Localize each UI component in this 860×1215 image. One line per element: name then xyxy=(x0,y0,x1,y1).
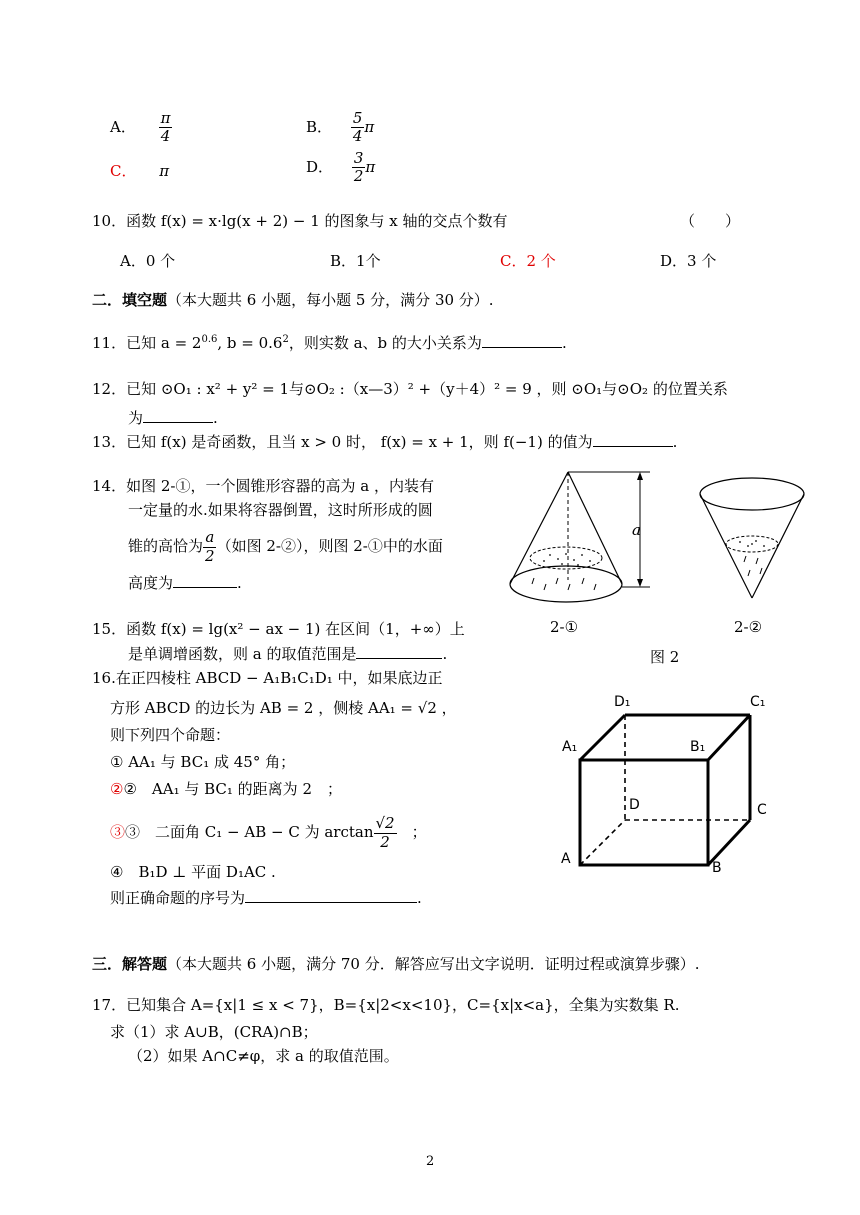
q13: 13．已知 f(x) 是奇函数，且当 x > 0 时， f(x) = x + 1，则 f(−1) 的值为 . xyxy=(92,433,678,451)
q11: 11．已知 $a = 2^{0.6}$, $b = 0.6^2$，则实数 a、b 的大小关系为 . xyxy=(92,334,567,352)
q17-line1: 17．已知集合 A={x|1 ≤ x < 7}，B={x|2<x<10}，C={x|x<a}，全集为实数集 R. xyxy=(92,996,680,1014)
q14-line3: 锥的高恰为 $\frac{a}{2}$ （如图 2-②），则图 2-①中的水面 xyxy=(128,528,443,565)
prism-label-c1: C₁ xyxy=(750,694,766,710)
fraction: $\frac{5}{4}$ xyxy=(352,109,363,146)
prism-label-b: B xyxy=(712,860,722,876)
q16-prop-4: ④ B₁D ⊥ 平面 D₁AC . xyxy=(110,863,276,881)
figure2-caption-1: 2-① xyxy=(550,618,579,636)
q12-line1: 12．已知 ⊙O₁ : x² + y² = 1与⊙O₂ :（x—3）² +（y＋4）² = 9 ，则 ⊙O₁与⊙O₂ 的位置关系 xyxy=(92,380,728,398)
answer-blank xyxy=(356,657,442,659)
answer-blank xyxy=(143,421,213,423)
q10-option-c: C．2 个 xyxy=(500,252,556,270)
q14-line1: 14．如图 2-①，一个圆锥形容器的高为 a ，内装有 xyxy=(92,477,434,495)
prism-label-d1: D₁ xyxy=(614,694,631,710)
answer-blank xyxy=(245,901,417,903)
fraction: $\frac{√2}{2}$ xyxy=(375,814,395,851)
q14-line2: 一定量的水.如果将容器倒置，这时所形成的圆 xyxy=(128,501,433,519)
figure2-height-label: a xyxy=(632,521,641,539)
prop-number-3: ③ xyxy=(110,823,126,841)
q9-option-d: D． $\frac{3}{2}$ π xyxy=(306,149,376,186)
q16-prop-3: ③③ 二面角 C₁ − AB − C 为 arctan $\frac{√2}{2}$ ； xyxy=(110,814,427,851)
q15-line2: 是单调增函数，则 a 的取值范围是 . xyxy=(128,645,448,663)
q16-prop-1: ① AA₁ 与 BC₁ 成 45° 角； xyxy=(110,753,296,771)
section2-heading: 二．填空题（本大题共 6 小题，每小题 5 分，满分 30 分）. xyxy=(92,291,494,309)
q16-line1: 16.在正四棱柱 ABCD − A₁B₁C₁D₁ 中，如果底边正 xyxy=(92,669,443,687)
q9-option-c: C． π xyxy=(110,162,170,180)
prism-label-b1: B₁ xyxy=(690,739,706,755)
q10-stem: 10．函数 f(x) = x·lg(x + 2) − 1 的图象与 x 轴的交点个数有 xyxy=(92,212,508,230)
fraction: $\frac{a}{2}$ xyxy=(205,528,215,565)
prism-label-c: C xyxy=(757,802,767,818)
q10-paren: （ ） xyxy=(680,212,741,230)
prop-number-2: ② xyxy=(110,780,124,798)
q10-option-a: A．0 个 xyxy=(120,252,176,270)
q16-line3: 则下列四个命题： xyxy=(110,726,231,744)
answer-blank xyxy=(173,586,237,588)
q17-line2: 求（1）求 A∪B，(CRA)∩B； xyxy=(110,1023,318,1041)
q10-option-b: B．1个 xyxy=(330,252,381,270)
q14-line4: 高度为 . xyxy=(128,574,242,592)
answer-blank xyxy=(593,445,673,447)
figure2-caption-2: 2-② xyxy=(734,618,763,636)
q17-line3: （2）如果 A∩C≠φ，求 a 的取值范围。 xyxy=(128,1047,399,1065)
prism-label-a1: A₁ xyxy=(562,739,578,755)
q9-option-a: A． $\frac{\pi}{4}$ xyxy=(110,109,171,146)
q16-line2: 方形 ABCD 的边长为 AB = 2 ，侧棱 AA₁ = √2 ， xyxy=(110,699,457,717)
figure2-cones xyxy=(500,460,820,670)
q12-line2: 为 . xyxy=(128,409,218,427)
page-number: 2 xyxy=(426,1154,435,1169)
answer-blank xyxy=(482,346,562,348)
figure2-title: 图 2 xyxy=(650,648,680,666)
prism-label-d: D xyxy=(629,797,640,813)
q16-line8: 则正确命题的序号为 . xyxy=(110,889,422,907)
q16-prop-2: ②② AA₁ 与 BC₁ 的距离为 2 ； xyxy=(110,780,342,798)
prism-figure xyxy=(555,690,785,880)
fraction: $\frac{\pi}{4}$ xyxy=(160,109,171,146)
q10-option-d: D．3 个 xyxy=(660,252,717,270)
q9-option-b: B． $\frac{5}{4}$ π xyxy=(306,109,375,146)
prism-label-a: A xyxy=(561,851,571,867)
section3-heading: 三．解答题（本大题共 6 小题，满分 70 分．解答应写出文字说明．证明过程或演算步骤）. xyxy=(92,955,700,973)
q15-line1: 15．函数 f(x) = lg(x² − ax − 1) 在区间（1，+∞）上 xyxy=(92,620,465,638)
fraction: $\frac{3}{2}$ xyxy=(353,149,364,186)
